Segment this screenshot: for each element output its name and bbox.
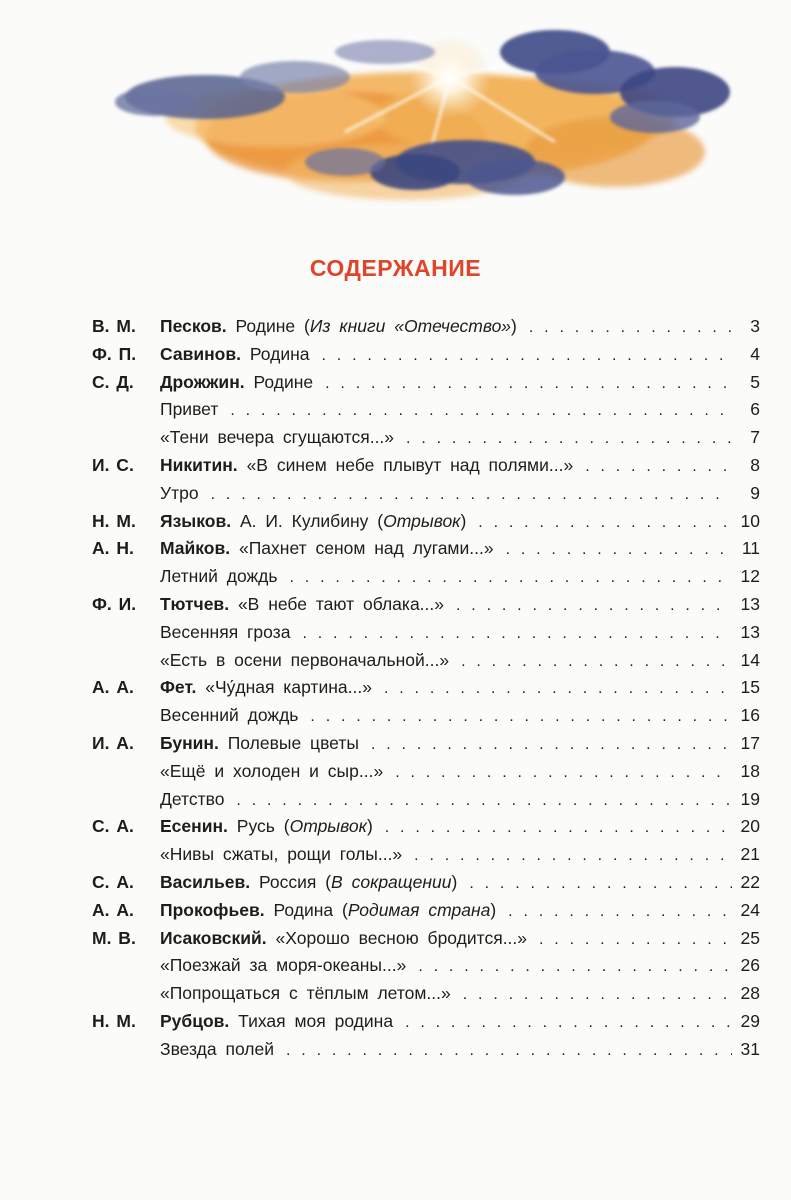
toc-work-title: «Чу́дная картина...» [205, 677, 372, 698]
toc-leader-dots [539, 926, 732, 954]
toc-leader-dots [310, 703, 732, 731]
toc-title [160, 758, 383, 786]
toc-page-number: 12 [740, 566, 760, 587]
toc-page-number: 31 [740, 1038, 760, 1059]
toc-work-title-end: ) [490, 899, 497, 920]
toc-work-title: Летний дождь [160, 566, 278, 587]
toc-page-number: 15 [740, 677, 760, 698]
toc-leader-dots [302, 620, 732, 648]
toc-entry [92, 786, 760, 814]
toc-author-surname: Дрожжин. [160, 371, 245, 392]
toc-title [160, 841, 402, 869]
toc-title [160, 452, 573, 480]
toc-page-number: 18 [740, 760, 760, 781]
toc-page-number: 29 [740, 1010, 760, 1031]
toc-page-number: 7 [750, 427, 760, 448]
toc-entry [92, 452, 760, 480]
toc-author-initials: С. А. [92, 816, 134, 837]
toc-work-title: Русь ( [236, 816, 290, 837]
toc-page-number: 24 [740, 899, 760, 920]
toc-entry [92, 758, 760, 786]
toc-title [160, 1036, 274, 1064]
toc-title [160, 702, 298, 730]
toc-author-surname: Никитин. [160, 454, 238, 475]
contents-heading: СОДЕРЖАНИЕ [309, 255, 482, 281]
toc-work-title: Привет [160, 399, 219, 420]
toc-work-title: «Попрощаться с тёплым летом...» [160, 983, 451, 1004]
toc-title [160, 313, 517, 341]
toc-author-surname: Майков. [160, 538, 231, 559]
toc-leader-dots [322, 342, 733, 370]
toc-entry [92, 952, 760, 980]
toc-work-title: «В небе тают облака...» [237, 593, 445, 614]
toc-author-surname: Исаковский. [160, 927, 267, 948]
toc-work-title: Родине [253, 371, 314, 392]
toc-title [160, 647, 449, 675]
toc-page-number: 11 [741, 538, 760, 559]
toc-title [160, 869, 457, 897]
toc-work-title: Полевые цветы [227, 732, 359, 753]
toc-leader-dots [463, 981, 732, 1009]
toc-author-initials: Н. М. [92, 510, 136, 531]
toc-author-surname: Васильев. [160, 871, 251, 892]
toc-page-number: 10 [740, 510, 760, 531]
toc-author-initials: Ф. П. [92, 343, 137, 364]
toc-author-initials: А. А. [92, 677, 134, 698]
toc-leader-dots [211, 481, 732, 509]
toc-work-title: «Нивы сжаты, рощи голы...» [160, 844, 403, 865]
toc-entry [92, 647, 760, 675]
toc-title [160, 508, 466, 536]
toc-entry [92, 1008, 760, 1036]
toc-leader-dots [456, 592, 732, 620]
toc-author-surname: Фет. [160, 677, 197, 698]
toc-leader-dots [371, 731, 732, 759]
toc-title [160, 396, 218, 424]
toc-author-surname: Рубцов. [160, 1010, 230, 1031]
toc-work-title: Родина ( [273, 899, 348, 920]
toc-entry [92, 897, 760, 925]
toc-work-title: «Тени вечера сгущаются...» [160, 427, 395, 448]
toc-page-number: 9 [750, 482, 760, 503]
toc-page-number: 21 [740, 844, 760, 865]
toc-leader-dots [405, 1009, 732, 1037]
toc-work-title: «Пахнет сеном над лугами...» [239, 538, 494, 559]
toc-entry [92, 619, 760, 647]
toc-work-note: Отрывок [383, 510, 461, 531]
toc-leader-dots [414, 842, 732, 870]
toc-title [160, 897, 496, 925]
toc-page-number: 16 [740, 705, 760, 726]
toc-leader-dots [395, 759, 732, 787]
toc-leader-dots [506, 536, 732, 564]
toc-leader-dots [290, 564, 732, 592]
toc-title [160, 563, 278, 591]
toc-leader-dots [529, 314, 732, 342]
toc-title [160, 730, 359, 758]
toc-work-title: «Есть в осени первоначальной...» [160, 649, 450, 670]
toc-leader-dots [418, 953, 732, 981]
toc-leader-dots [508, 898, 732, 926]
toc-entry [92, 925, 760, 953]
toc-author-surname: Языков. [160, 510, 232, 531]
toc-title [160, 925, 527, 953]
toc-leader-dots [384, 675, 732, 703]
toc-work-title: Звезда полей [160, 1038, 275, 1059]
toc-title [160, 341, 310, 369]
toc-author-surname: Есенин. [160, 816, 228, 837]
toc-title [160, 480, 199, 508]
toc-leader-dots [385, 814, 732, 842]
toc-author-surname: Прокофьев. [160, 899, 265, 920]
toc-author-initials: С. Д. [92, 371, 134, 392]
toc-author-initials: С. А. [92, 871, 134, 892]
toc-work-note: Отрывок [289, 816, 367, 837]
toc-work-note: Из книги «Отечество» [309, 316, 512, 336]
toc-page-number: 8 [750, 454, 760, 475]
toc-work-title-end: ) [460, 510, 467, 531]
toc-page-number: 19 [740, 788, 760, 809]
toc-entry [92, 341, 760, 369]
toc-entry [92, 535, 760, 563]
table-of-contents [92, 313, 760, 1064]
toc-work-title: «Хорошо весною бродится...» [275, 927, 528, 948]
toc-author-initials: В. М. [92, 316, 136, 336]
toc-page-number: 4 [750, 343, 760, 364]
toc-entry [92, 1036, 760, 1064]
toc-work-note: Родимая страна [347, 899, 491, 920]
toc-page-number: 17 [740, 732, 760, 753]
toc-entry [92, 563, 760, 591]
toc-entry [92, 813, 760, 841]
toc-author-initials: А. А. [92, 899, 134, 920]
toc-title [160, 786, 224, 814]
toc-leader-dots [236, 787, 732, 815]
toc-author-initials: Ф. И. [92, 593, 137, 614]
toc-entry [92, 424, 760, 452]
toc-page-number: 22 [740, 871, 760, 892]
toc-author-initials: И. С. [92, 454, 134, 475]
toc-author-surname: Песков. [160, 316, 227, 336]
toc-work-title-end: ) [451, 871, 458, 892]
toc-work-title: Родине ( [235, 316, 310, 336]
toc-work-title: Весенний дождь [160, 705, 299, 726]
toc-work-title: Россия ( [258, 871, 332, 892]
toc-entry [92, 702, 760, 730]
toc-page-number: 26 [740, 955, 760, 976]
toc-entry [92, 508, 760, 536]
toc-entry [92, 980, 760, 1008]
toc-leader-dots [325, 370, 732, 398]
toc-entry [92, 396, 760, 424]
toc-title [160, 980, 451, 1008]
toc-author-initials: М. В. [92, 927, 136, 948]
toc-entry [92, 674, 760, 702]
toc-title [160, 813, 373, 841]
toc-work-title: А. И. Кулибину ( [239, 510, 384, 531]
toc-title [160, 952, 406, 980]
toc-work-title-end: ) [511, 316, 517, 336]
toc-author-surname: Тютчев. [160, 593, 230, 614]
toc-work-title: Детство [160, 788, 225, 809]
toc-title [160, 619, 290, 647]
toc-work-title: «В синем небе плывут над полями...» [246, 454, 574, 475]
toc-author-initials: И. А. [92, 732, 134, 753]
toc-author-surname: Савинов. [160, 343, 241, 364]
toc-work-title-end: ) [366, 816, 373, 837]
toc-work-title: Родина [249, 343, 310, 364]
toc-title [160, 369, 313, 397]
toc-author-initials: А. Н. [92, 538, 134, 559]
toc-page-number: 14 [740, 649, 760, 670]
toc-entry [92, 313, 760, 341]
toc-author-initials: Н. М. [92, 1010, 136, 1031]
toc-page-number: 20 [740, 816, 760, 837]
toc-work-title: Весенняя гроза [160, 621, 291, 642]
toc-entry [92, 869, 760, 897]
toc-leader-dots [406, 425, 732, 453]
toc-entry [92, 841, 760, 869]
toc-work-title: «Поезжай за моря-океаны...» [160, 955, 407, 976]
toc-leader-dots [286, 1037, 732, 1065]
toc-page-number: 6 [750, 399, 760, 420]
toc-title [160, 535, 494, 563]
toc-page-number: 13 [740, 621, 760, 642]
toc-leader-dots [585, 453, 732, 481]
toc-title [160, 591, 444, 619]
toc-page-number: 25 [740, 927, 760, 948]
toc-page-number: 3 [750, 316, 760, 336]
toc-leader-dots [478, 509, 732, 537]
toc-entry [92, 730, 760, 758]
toc-leader-dots [469, 870, 732, 898]
toc-leader-dots [230, 397, 732, 425]
toc-work-note: В сокращении [331, 871, 452, 892]
toc-page-number: 5 [750, 371, 760, 392]
toc-page-number: 28 [740, 983, 760, 1004]
toc-title [160, 674, 372, 702]
toc-author-surname: Бунин. [160, 732, 219, 753]
toc-entry [92, 480, 760, 508]
toc-work-title: Тихая моя родина [238, 1010, 394, 1031]
toc-leader-dots [461, 648, 732, 676]
toc-entry [92, 369, 760, 397]
toc-title [160, 1008, 393, 1036]
sunset-clouds-illustration [95, 22, 735, 222]
toc-page-number: 13 [740, 593, 760, 614]
toc-entry [92, 591, 760, 619]
toc-title [160, 424, 394, 452]
toc-work-title: «Ещё и холоден и сыр...» [160, 760, 384, 781]
toc-work-title: Утро [160, 482, 199, 503]
